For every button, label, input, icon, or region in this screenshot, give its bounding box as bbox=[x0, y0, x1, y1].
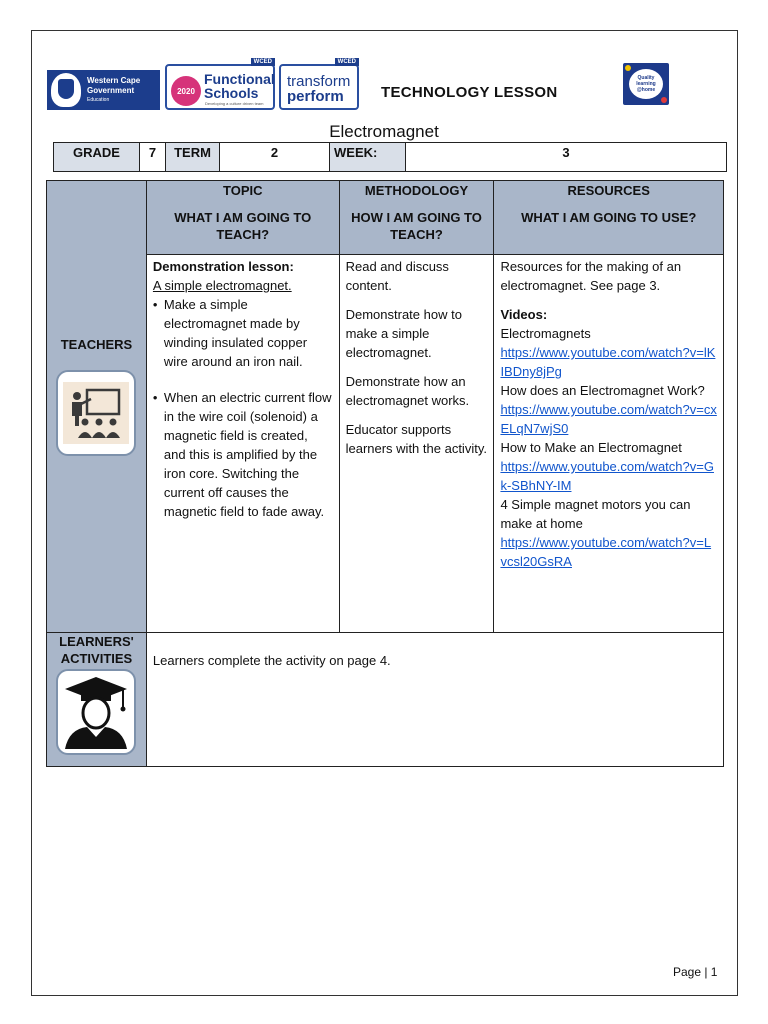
teachers-label: TEACHERS bbox=[60, 337, 133, 352]
learners-activities-cell bbox=[47, 633, 147, 767]
logo-text: Education bbox=[87, 97, 110, 103]
term-label: TERM bbox=[166, 143, 220, 172]
lesson-type: Demonstration lesson: bbox=[152, 259, 294, 274]
learners-activity-text: Learners complete the activity on page 4. bbox=[152, 653, 391, 668]
header-subtitle: WHAT I AM GOING TO USE? bbox=[521, 210, 697, 225]
activities-label: ACTIVITIES bbox=[60, 651, 133, 666]
document-title: Electromagnet bbox=[329, 122, 439, 141]
grade-label: GRADE bbox=[54, 143, 140, 172]
teachers-cell bbox=[47, 181, 147, 633]
functional-schools-logo bbox=[165, 59, 275, 110]
video-title: Electromagnets bbox=[500, 326, 591, 341]
western-cape-government-logo bbox=[47, 70, 160, 110]
header-title: RESOURCES bbox=[567, 183, 650, 198]
videos-label: Videos: bbox=[500, 307, 548, 322]
video-link[interactable]: https://www.youtube.com/watch?v=Gk-SBhNY-IM bbox=[500, 459, 714, 493]
logo-text: Government bbox=[87, 86, 135, 95]
resources-header bbox=[494, 181, 724, 255]
transform-perform-logo bbox=[279, 59, 359, 110]
methodology-step: Read and discuss content. bbox=[345, 259, 449, 293]
learners-activity-cell bbox=[146, 633, 723, 767]
logo-dot bbox=[625, 65, 631, 71]
logo-dot bbox=[661, 97, 667, 103]
week-label: WEEK: bbox=[330, 143, 406, 172]
lesson-plan-table bbox=[46, 180, 724, 767]
logo-tagline: Developing a culture driven team bbox=[205, 101, 264, 106]
topic-cell bbox=[146, 255, 339, 633]
learners-label: LEARNERS' bbox=[59, 634, 134, 649]
crest-icon bbox=[51, 73, 81, 107]
list-item: • Make a simple electromagnet made by winding insulated copper wire around an iron nail. bbox=[153, 295, 333, 371]
video-title: How does an Electromagnet Work? bbox=[500, 383, 705, 398]
grade-term-week-table bbox=[53, 142, 727, 172]
week-value: 3 bbox=[406, 143, 727, 172]
header-title: TOPIC bbox=[223, 183, 263, 198]
methodology-cell bbox=[339, 255, 494, 633]
logo-tag: WCED bbox=[251, 58, 275, 66]
header-subtitle: WHAT I AM GOING TO TEACH? bbox=[174, 210, 312, 242]
logo-text: Western Cape bbox=[87, 76, 141, 85]
quality-learning-at-home-logo bbox=[623, 63, 669, 105]
list-item-text: When an electric current flow in the wire coil (solenoid) a magnetic field is created, and this is amplified by the iron core. Switching the current off causes the magnetic field to fade away. bbox=[163, 390, 332, 519]
graduate-student-icon bbox=[56, 669, 136, 755]
video-title: How to Make an Electromagnet bbox=[500, 440, 682, 455]
logo-text-line: Functional bbox=[204, 71, 275, 87]
methodology-step: Educator supports learners with the activity. bbox=[345, 422, 487, 456]
header-subtitle: HOW I AM GOING TO TEACH? bbox=[351, 210, 482, 242]
logo-text: Quality learning @home bbox=[629, 69, 663, 99]
lesson-subject: A simple electromagnet. bbox=[152, 278, 292, 293]
methodology-header bbox=[339, 181, 494, 255]
logo-badge: 2020 bbox=[171, 76, 201, 106]
logo-text-line: perform bbox=[287, 88, 344, 105]
page-heading: TECHNOLOGY LESSON bbox=[381, 84, 558, 101]
header-title: METHODOLOGY bbox=[364, 183, 469, 198]
logo-text-line: transform bbox=[287, 73, 351, 90]
page-number: Page | 1 bbox=[673, 965, 718, 979]
term-value: 2 bbox=[220, 143, 330, 172]
resources-intro: Resources for the making of an electromagnet. See page 3. bbox=[500, 259, 682, 293]
methodology-step: Demonstrate how an electromagnet works. bbox=[345, 374, 470, 408]
video-link[interactable]: https://www.youtube.com/watch?v=cxELqN7wjS0 bbox=[500, 402, 717, 436]
video-link[interactable]: https://www.youtube.com/watch?v=lKIBDny8jPg bbox=[500, 345, 716, 379]
video-link[interactable]: https://www.youtube.com/watch?v=Lvcsl20GsRA bbox=[500, 535, 712, 569]
methodology-step: Demonstrate how to make a simple electromagnet. bbox=[345, 307, 462, 360]
grade-value: 7 bbox=[140, 143, 166, 172]
logo-tag: WCED bbox=[335, 58, 359, 66]
video-title: 4 Simple magnet motors you can make at home bbox=[500, 497, 691, 531]
teacher-at-board-icon bbox=[56, 370, 136, 456]
topic-header bbox=[146, 181, 339, 255]
list-item: • When an electric current flow in the wire coil (solenoid) a magnetic field is created, and this is amplified by the iron core. Switching the current off causes the magnetic field to fade away. bbox=[152, 390, 332, 519]
logo-text bbox=[204, 72, 275, 100]
logo-text-line: Schools bbox=[204, 85, 259, 101]
resources-cell bbox=[494, 255, 724, 633]
list-item-text: Make a simple electromagnet made by winding insulated copper wire around an iron nail. bbox=[163, 297, 308, 369]
